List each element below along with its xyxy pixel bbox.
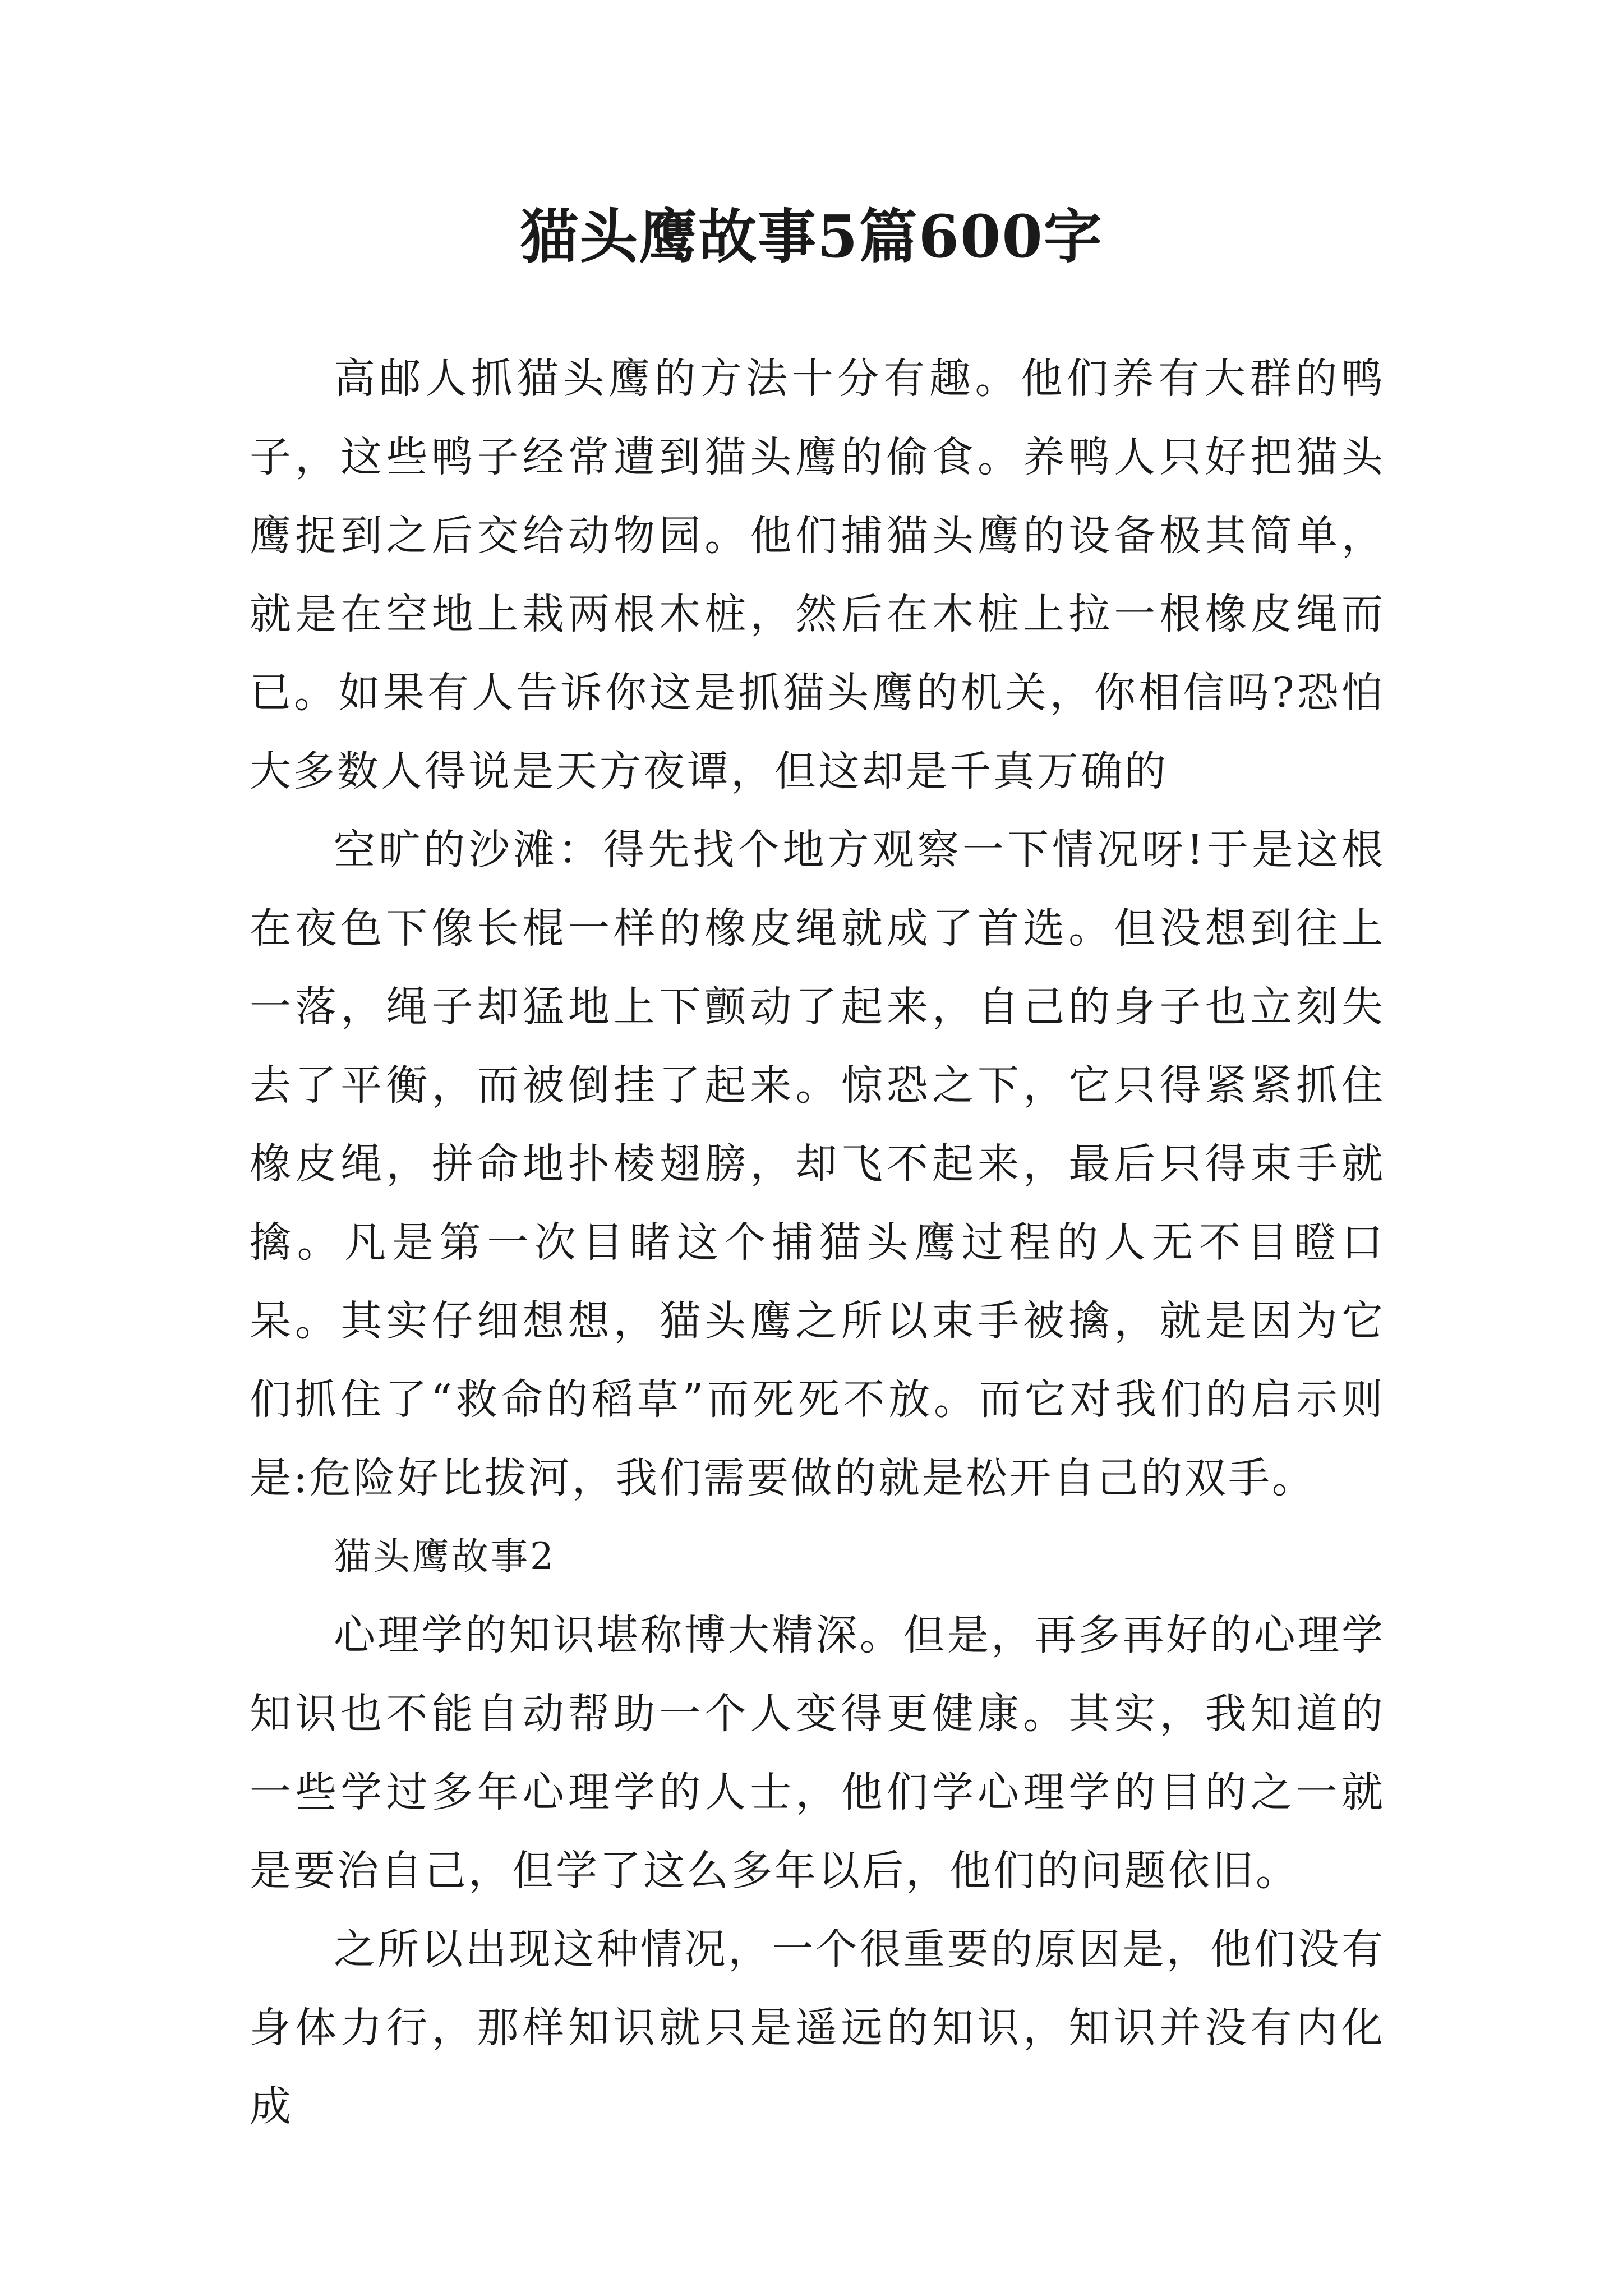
document-body [250,339,1385,2146]
section-heading-story-2: 猫头鹰故事2 [334,1535,556,1578]
paragraph-3: 心理学的知识堪称博大精深。但是，再多再好的心理学知识也不能自动帮助一个人变得更健康。其实，我知道的一些学过多年心理学的人士，他们学心理学的目的之一就是要治自己，但学了这么多年以后，他们的问题依旧。 [250,1611,1385,1895]
paragraph-1: 高邮人抓猫头鹰的方法十分有趣。他们养有大群的鸭子，这些鸭子经常遭到猫头鹰的偷食。养鸭人只好把猫头鹰捉到之后交给动物园。他们捕猫头鹰的设备极其简单，就是在空地上栽两根木桩，然后在木桩上拉一根橡皮绳而已。如果有人告诉你这是抓猫头鹰的机关，你相信吗?恐怕大多数人得说是天方夜谭，但这却是千真万确的 [250,355,1385,795]
document-title: 猫头鹰故事5篇600字 [520,202,1103,271]
paragraph-4: 之所以出现这种情况，一个很重要的原因是，他们没有身体力行，那样知识就只是遥远的知识，知识并没有内化成 [250,1925,1385,2131]
paragraph-2: 空旷的沙滩：得先找个地方观察一下情况呀!于是这根在夜色下像长棍一样的橡皮绳就成了首选。但没想到往上一落，绳子却猛地上下颤动了起来，自己的身子也立刻失去了平衡，而被倒挂了起来。惊恐之下，它只得紧紧抓住橡皮绳，拼命地扑棱翅膀，却飞不起来，最后只得束手就擒。凡是第一次目睹这个捕猫头鹰过程的人无不目瞪口呆。其实仔细想想，猫头鹰之所以束手被擒，就是因为它们抓住了“救命的稻草”而死死不放。而它对我们的启示则是:危险好比拔河，我们需要做的就是松开自己的双手。 [250,826,1385,1502]
